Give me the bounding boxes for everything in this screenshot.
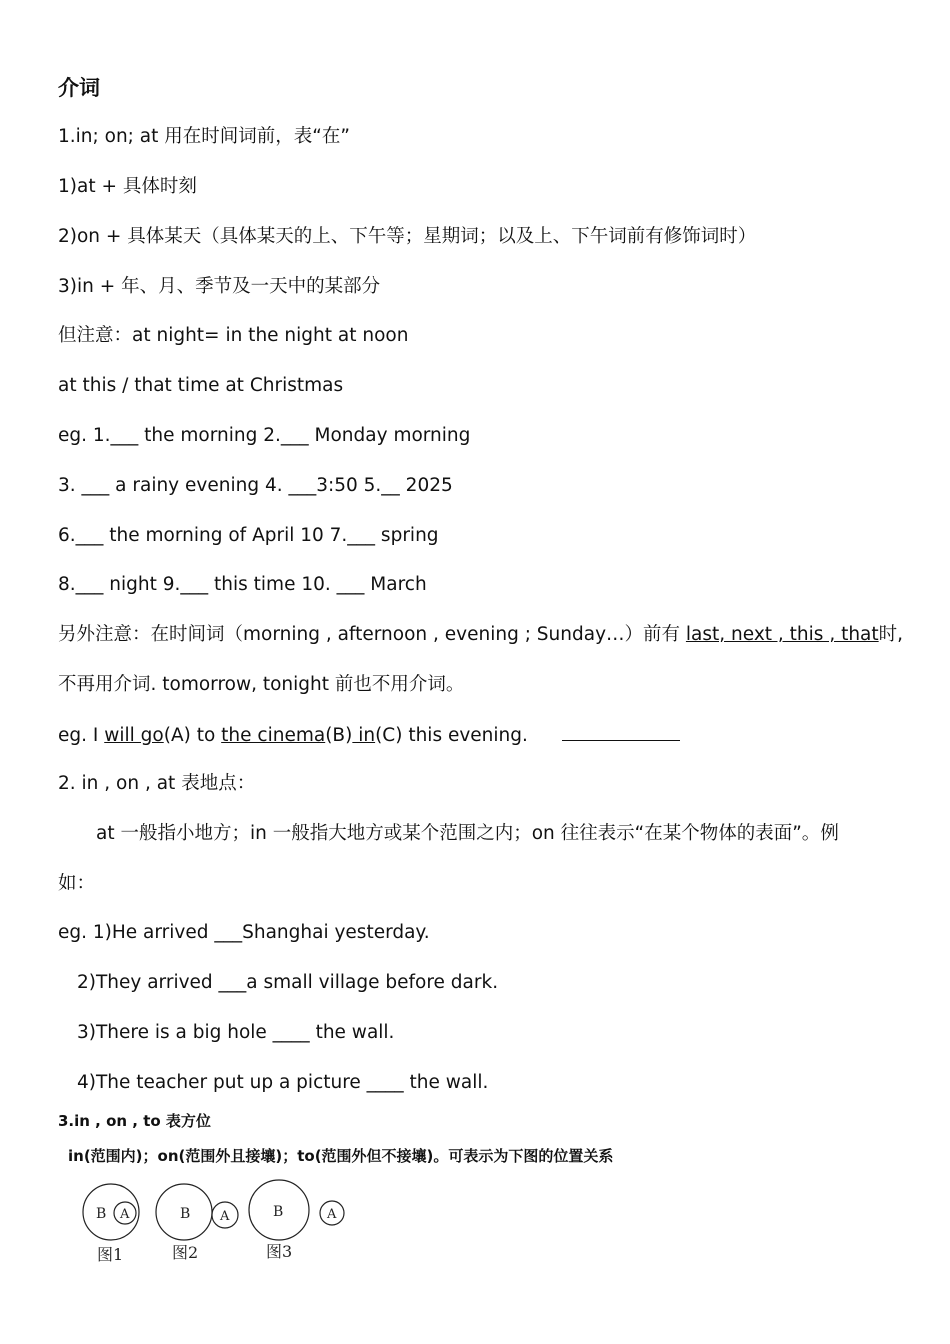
figure-2 (156, 1184, 238, 1262)
eg-part-a: eg. I (58, 725, 105, 746)
figure-3 (249, 1180, 344, 1261)
place-example-4: 4)The teacher put up a picture ____ the wall. (77, 1072, 489, 1093)
label-b-3: B (273, 1204, 284, 1220)
page-title: 介词 (58, 76, 100, 100)
position-diagram (70, 1172, 360, 1272)
extra-note-underlined: last, next , this , that (685, 624, 879, 645)
place-example-3: 3)There is a big hole ____ the wall. (77, 1022, 395, 1043)
eg-part-b: (A) to (163, 725, 222, 746)
extra-note-2: 不再用介词. tomorrow, tonight 前也不用介词。 (58, 674, 465, 695)
circle-b-1 (83, 1184, 139, 1240)
label-b-1: B (96, 1206, 107, 1222)
error-correction-example (58, 722, 680, 748)
rule-in: 3)in + 年、月、季节及一天中的某部分 (58, 276, 381, 297)
eg-underline-b: the cinema (221, 725, 326, 746)
exercise-line-3: 6.___ the morning of April 10 7.___ spring (58, 525, 439, 546)
place-example-2: 2)They arrived ___a small village before dark. (77, 972, 499, 993)
rule-on: 2)on + 具体某天（具体某天的上、下午等；星期词；以及上、下午词前有修饰词时） (58, 226, 757, 247)
exercise-line-2: 3. ___ a rainy evening 4. ___3:50 5.__ 2025 (58, 475, 453, 496)
label-b-2: B (180, 1206, 191, 1222)
label-a-2: A (220, 1209, 230, 1224)
figure-1 (83, 1184, 139, 1264)
note-line-1: 但注意：at night= in the night at noon (58, 325, 409, 346)
exercise-line-4: 8.___ night 9.___ this time 10. ___ March (58, 574, 427, 595)
extra-note (58, 623, 903, 647)
section2-heading: 2. in , on , at 表地点： (58, 773, 256, 794)
answer-blank (562, 722, 680, 741)
label-a-3: A (327, 1207, 337, 1222)
caption-2: 图2 (172, 1243, 199, 1262)
eg-underline-a: will go (104, 725, 164, 746)
section2-desc: at 一般指小地方；in 一般指大地方或某个范围之内；on 往往表示“在某个物体的表面”。例 (96, 823, 839, 844)
section3-desc: in(范围内)；on(范围外且接壤)；to(范围外但不接壤)。可表示为下图的位置关系 (68, 1147, 614, 1165)
caption-3: 图3 (266, 1242, 293, 1261)
label-a-1: A (120, 1207, 130, 1222)
section1-heading: 1.in; on; at 用在时间词前，表“在” (58, 126, 350, 147)
section2-desc-cont: 如： (58, 873, 96, 894)
eg-part-d: (C) this evening. (375, 725, 528, 746)
section3-heading: 3.in , on , to 表方位 (58, 1112, 211, 1130)
note-line-2: at this / that time at Christmas (58, 375, 344, 396)
eg-part-c: (B) (325, 725, 353, 746)
place-example-1: eg. 1)He arrived ___Shanghai yesterday. (58, 922, 430, 943)
exercise-line-1: eg. 1.___ the morning 2.___ Monday morning (58, 425, 471, 446)
eg-underline-c: in (352, 725, 376, 746)
rule-at: 1)at + 具体时刻 (58, 176, 197, 197)
extra-note-text: 另外注意：在时间词（morning , afternoon , evening ; Sunday…）前有 (58, 624, 686, 645)
caption-1: 图1 (97, 1245, 124, 1264)
extra-note-end: 时, (878, 624, 904, 645)
